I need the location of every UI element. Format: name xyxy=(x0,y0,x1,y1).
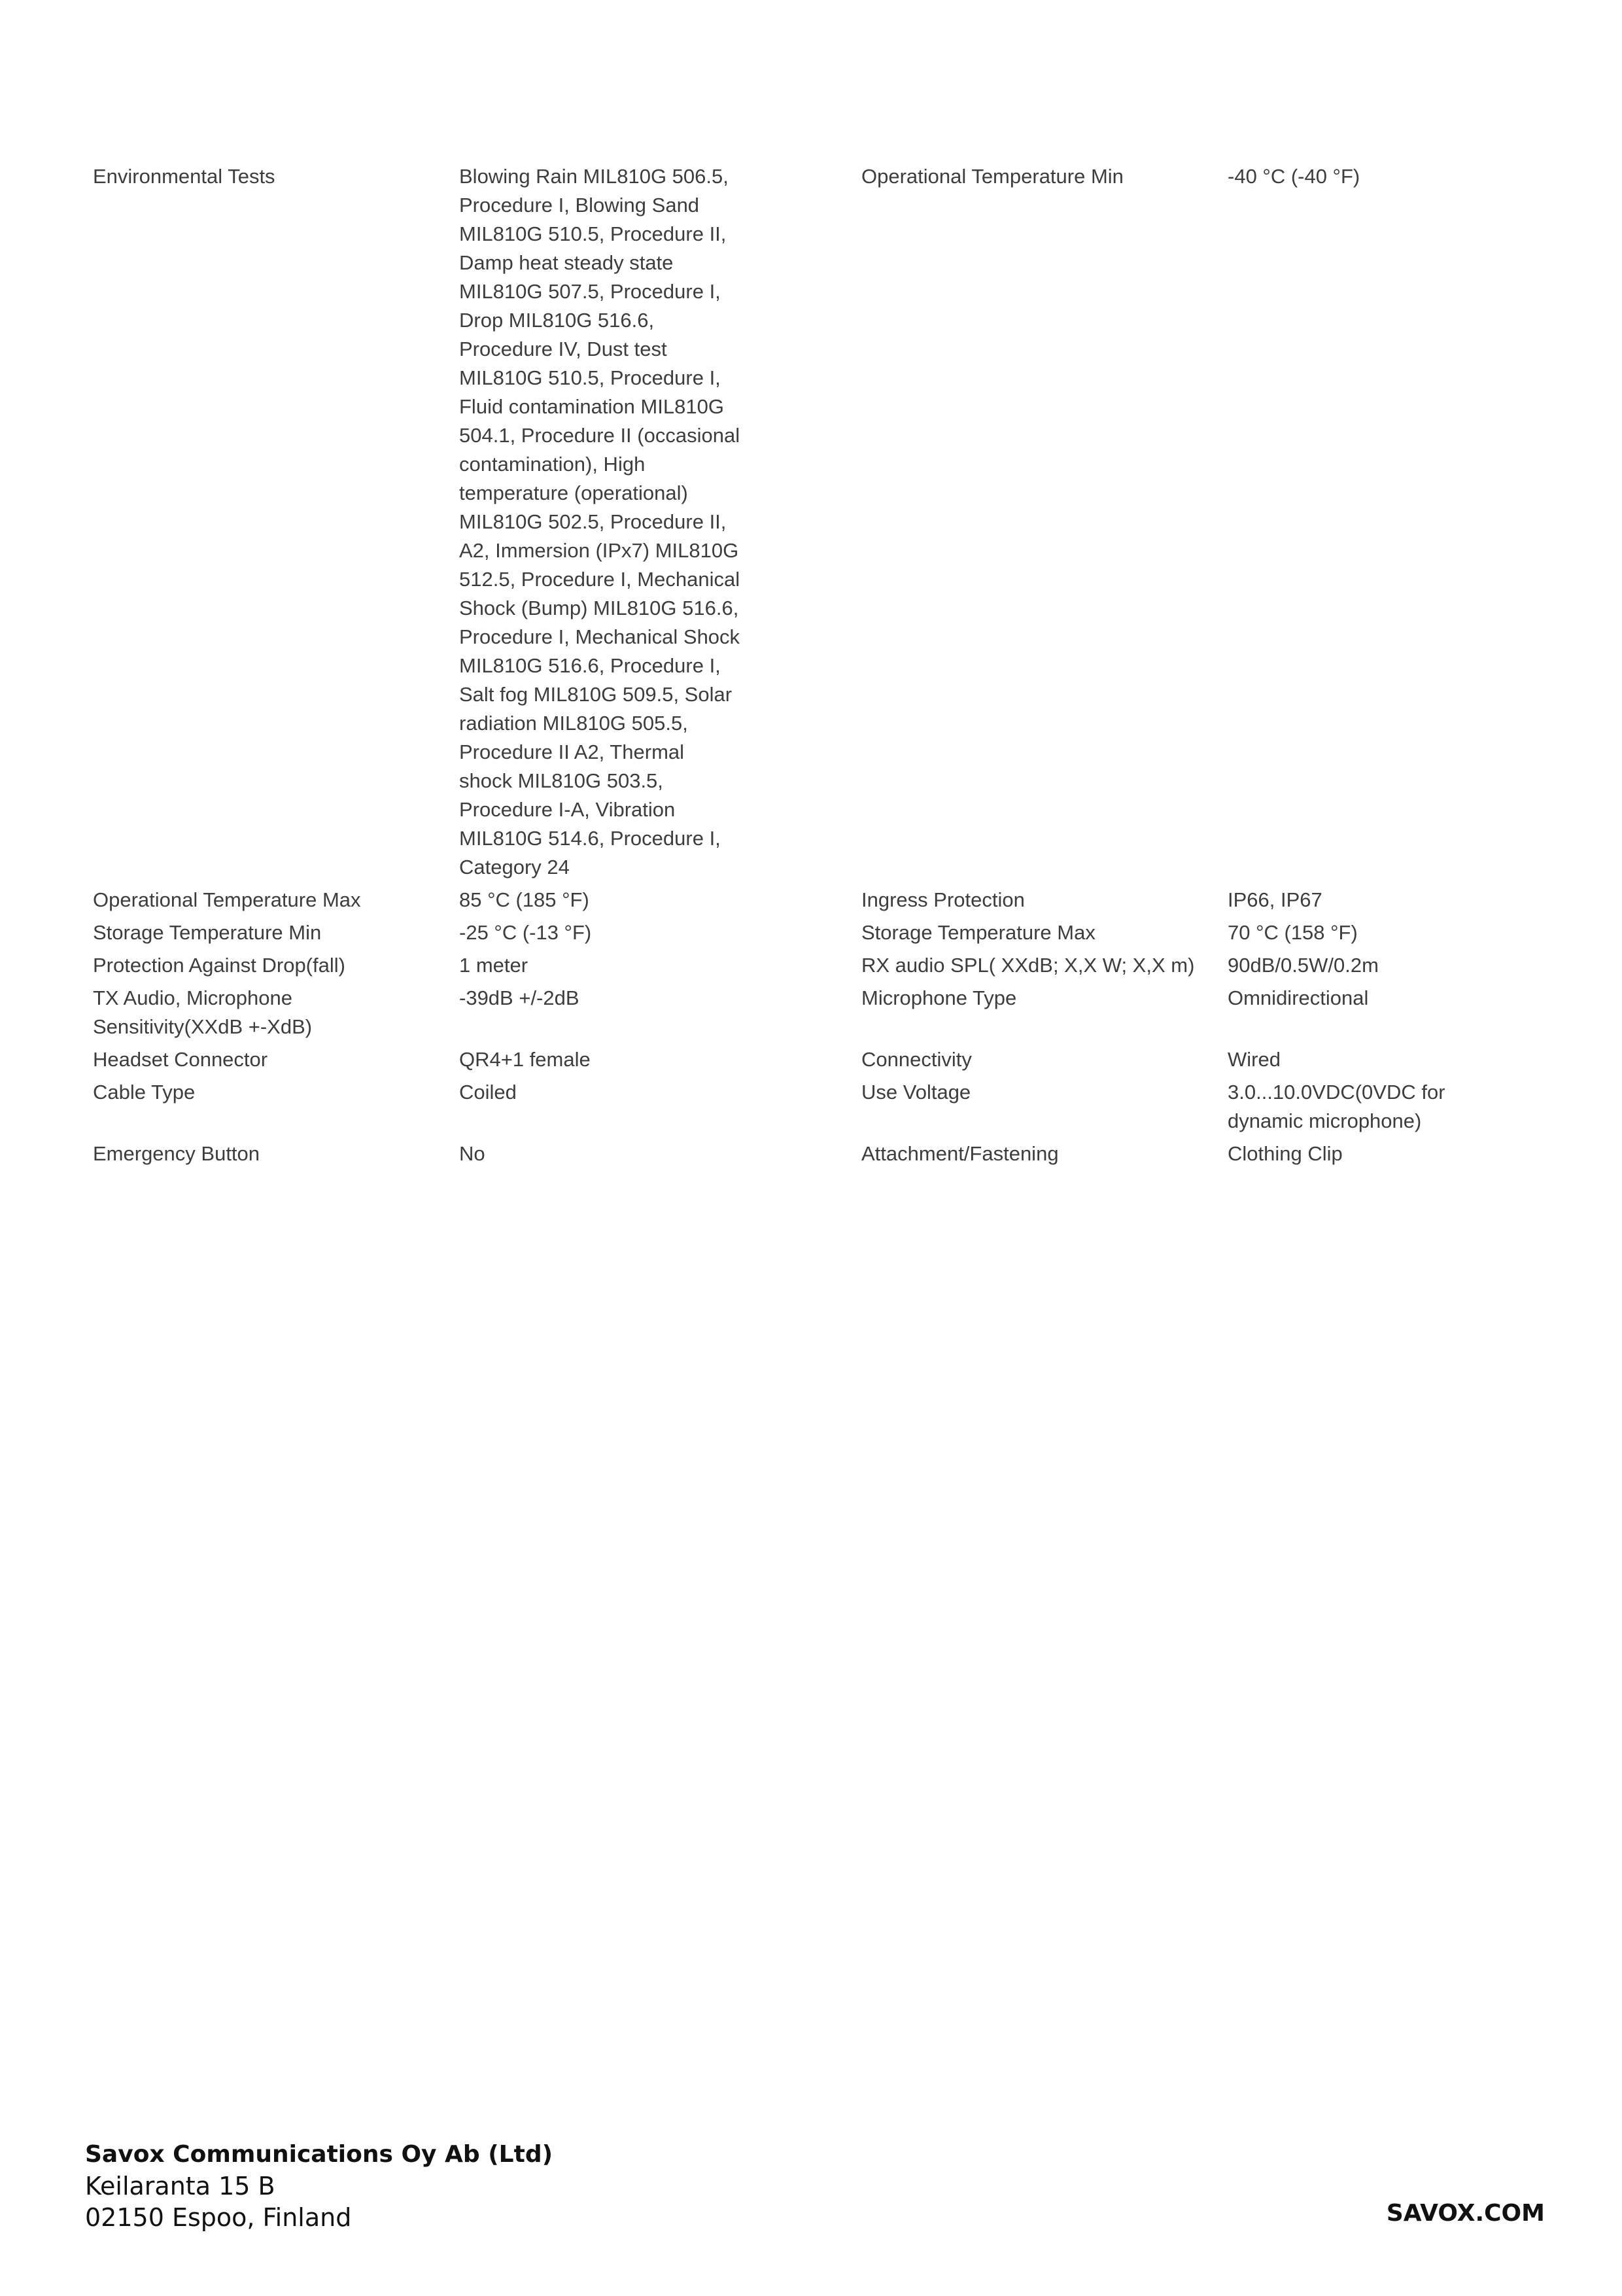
spec-label: Emergency Button xyxy=(93,1142,260,1165)
spec-value-text: -25 °C (-13 °F) xyxy=(459,921,592,944)
spec-value-text: QR4+1 female xyxy=(459,1048,591,1071)
spec-label: Storage Temperature Min xyxy=(93,921,322,944)
spec-row xyxy=(93,984,1532,1045)
spec-row xyxy=(93,1078,1532,1139)
spec-value xyxy=(1228,1045,1532,1078)
spec-label: Cable Type xyxy=(93,1081,196,1104)
spec-value-text: Wired xyxy=(1228,1048,1281,1071)
spec-label: Operational Temperature Min xyxy=(861,165,1124,188)
spec-label: Use Voltage xyxy=(861,1081,971,1104)
spec-value-text: Omnidirectional xyxy=(1228,986,1369,1009)
spec-value-text: Clothing Clip xyxy=(1228,1142,1343,1165)
spec-value-text: 85 °C (185 °F) xyxy=(459,888,589,911)
spec-label: Attachment/Fastening xyxy=(861,1142,1059,1165)
spec-value xyxy=(1228,162,1532,886)
spec-label xyxy=(93,984,459,1045)
spec-row xyxy=(93,162,1532,886)
specifications-table xyxy=(93,162,1532,1172)
spec-label: Headset Connector xyxy=(93,1048,268,1071)
spec-value xyxy=(1228,951,1532,984)
spec-value xyxy=(1228,1139,1532,1172)
spec-value xyxy=(459,1078,861,1139)
spec-value xyxy=(459,984,861,1045)
spec-row xyxy=(93,886,1532,918)
spec-value xyxy=(459,162,861,886)
spec-value-text: IP66, IP67 xyxy=(1228,888,1322,911)
spec-label: Storage Temperature Max xyxy=(861,921,1096,944)
spec-value xyxy=(459,951,861,984)
spec-row xyxy=(93,951,1532,984)
spec-value xyxy=(459,1045,861,1078)
spec-value-text: 1 meter xyxy=(459,954,528,977)
spec-label: Environmental Tests xyxy=(93,165,275,188)
company-name: Savox Communications Oy Ab (Ltd) xyxy=(85,2141,553,2168)
spec-value xyxy=(459,886,861,918)
spec-label: RX audio SPL( XXdB; X,X W; X,X m) xyxy=(861,954,1195,977)
spec-row xyxy=(93,1139,1532,1172)
spec-value xyxy=(459,1139,861,1172)
spec-value xyxy=(1228,918,1532,951)
website-link[interactable]: SAVOX.COM xyxy=(1386,2200,1545,2227)
spec-value xyxy=(459,918,861,951)
spec-value-text: 90dB/0.5W/0.2m xyxy=(1228,954,1379,977)
company-address-block xyxy=(85,2139,553,2233)
spec-label: Operational Temperature Max xyxy=(93,888,361,911)
spec-value-text: -40 °C (-40 °F) xyxy=(1228,165,1360,188)
address-line-city: 02150 Espoo, Finland xyxy=(85,2203,352,2232)
spec-value xyxy=(1228,1078,1532,1139)
spec-value-text: -39dB +/-2dB xyxy=(459,986,579,1009)
spec-row xyxy=(93,918,1532,951)
address-line-street: Keilaranta 15 B xyxy=(85,2172,275,2200)
spec-label-text: TX Audio, Microphone Sensitivity(XXdB +-XdB) xyxy=(93,986,313,1038)
spec-value-text: No xyxy=(459,1142,485,1165)
spec-value xyxy=(1228,984,1532,1045)
spec-label: Ingress Protection xyxy=(861,888,1025,911)
spec-value-text: 3.0...10.0VDC(0VDC for dynamic microphone) xyxy=(1228,1081,1445,1132)
spec-label: Connectivity xyxy=(861,1048,972,1071)
spec-value-text: Blowing Rain MIL810G 506.5, Procedure I, Blowing Sand MIL810G 510.5, Procedure II, Damp heat steady state MIL810G 507.5, Procedure I, Drop MIL810G 516.6, Procedure IV, Dust test MIL810G 510.5, Procedure I, Fluid contamination MIL810G 504.1, Procedure II (occasional contamination), High temperature (operational) MIL810G 502.5, Procedure II, A2, Immersion (IPx7) MIL810G 512.5, Procedure I, Mechanical Shock (Bump) MIL810G 516.6, Procedure I, Mechanical Shock MIL810G 516.6, Procedure I, Salt fog MIL810G 509.5, Solar radiation MIL810G 505.5, Procedure II A2, Thermal shock MIL810G 503.5, Procedure I-A, Vibration MIL810G 514.6, Procedure I, Category 24 xyxy=(459,165,740,878)
spec-value xyxy=(1228,886,1532,918)
spec-value-text: Coiled xyxy=(459,1081,517,1104)
spec-row xyxy=(93,1045,1532,1078)
spec-label: Protection Against Drop(fall) xyxy=(93,954,345,977)
spec-label: Microphone Type xyxy=(861,986,1017,1009)
spec-value-text: 70 °C (158 °F) xyxy=(1228,921,1358,944)
